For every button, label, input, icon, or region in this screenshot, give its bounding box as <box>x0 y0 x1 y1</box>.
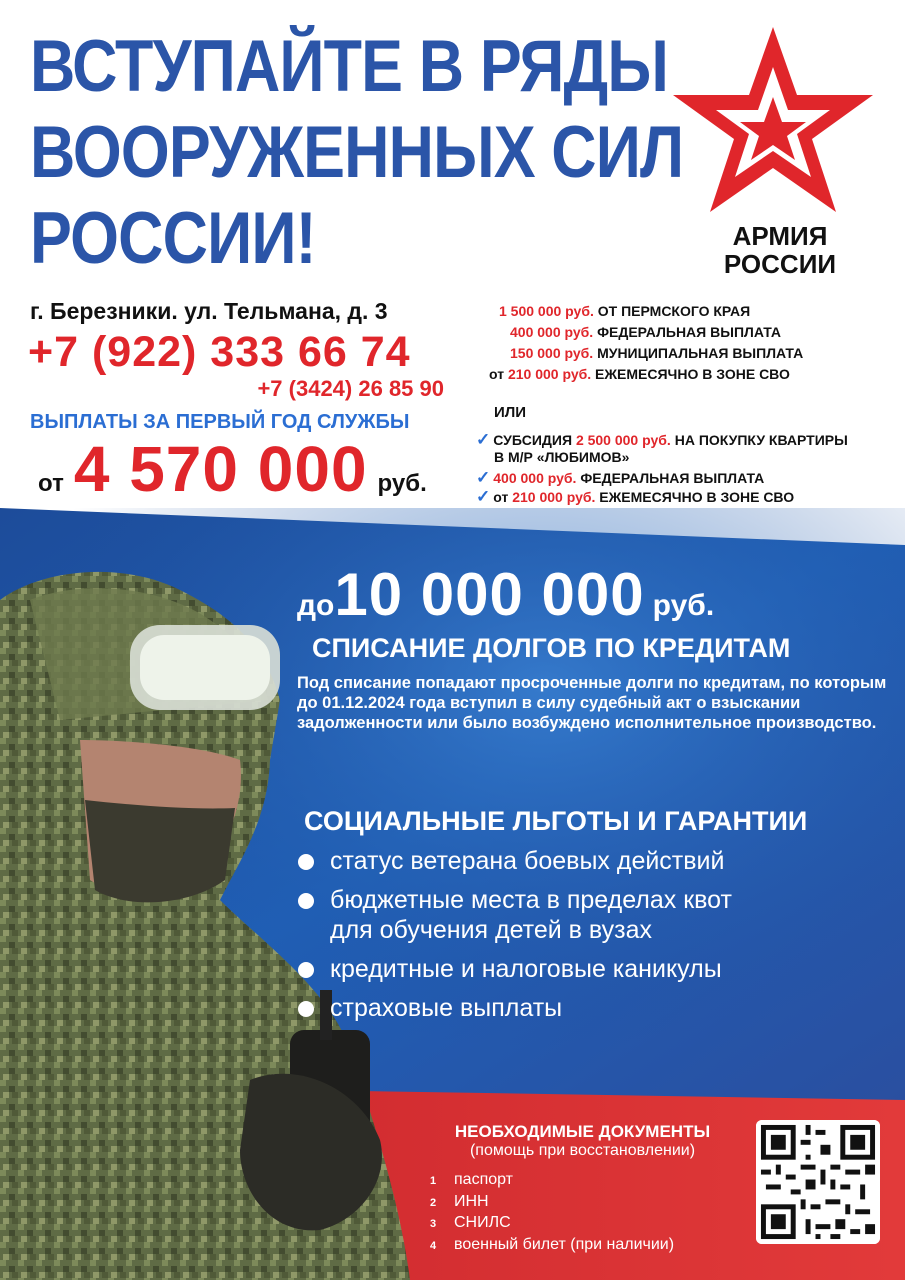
alt-payment-item-cont: В М/Р «ЛЮБИМОВ» <box>494 449 630 465</box>
or-label: ИЛИ <box>494 404 527 421</box>
alt-payment-text: ФЕДЕРАЛЬНАЯ ВЫПЛАТА <box>580 470 765 486</box>
alt-payment-text: ЕЖЕМЕСЯЧНО В ЗОНЕ СВО <box>599 489 795 505</box>
payment-amount: 150 000 руб. <box>510 345 594 361</box>
item-number: 3 <box>430 1218 437 1230</box>
phone-alt[interactable]: +7 (3424) 26 85 90 <box>257 376 444 401</box>
address: г. Березники. ул. Тельмана, д. 3 <box>30 298 388 324</box>
social-title: СОЦИАЛЬНЫЕ ЛЬГОТЫ И ГАРАНТИИ <box>304 806 808 836</box>
payment-item <box>489 366 790 382</box>
list-item <box>430 1192 674 1214</box>
list-item <box>298 954 732 984</box>
debt-amount <box>297 560 714 629</box>
payment-item <box>510 345 803 361</box>
alt-payment-pre: от <box>493 489 509 505</box>
phone-main[interactable]: +7 (922) 333 66 74 <box>28 328 411 376</box>
headline-line-1: ВСТУПАЙТЕ В РЯДЫ <box>30 26 669 107</box>
list-item-text-cont: для обучения детей в вузах <box>330 916 652 944</box>
alt-payment-item <box>476 487 794 507</box>
payment-text: ЕЖЕМЕСЯЧНО В ЗОНЕ СВО <box>595 366 790 382</box>
list-item <box>298 993 732 1023</box>
payment-item <box>499 303 750 319</box>
logo-text <box>700 222 860 278</box>
list-item <box>430 1170 674 1192</box>
debt-text: Под списание попадают просроченные долги по кредитам, по которым до 01.12.2024 года вступил в силу судебный акт о взыскании задолженности или было возбуждено исполнительное производство. <box>297 674 887 732</box>
documents-list <box>430 1170 674 1256</box>
list-item-text: кредитные и налоговые каникулы <box>330 955 722 983</box>
qr-code-icon[interactable] <box>756 1120 880 1244</box>
list-item <box>430 1213 674 1235</box>
payments-total <box>38 432 427 506</box>
debt-value: 10 000 000 <box>334 561 645 628</box>
payment-text: МУНИЦИПАЛЬНАЯ ВЫПЛАТА <box>597 345 804 361</box>
documents-title: НЕОБХОДИМЫЕ ДОКУМЕНТЫ <box>454 1122 711 1141</box>
bullet-icon <box>298 893 314 909</box>
bullet-icon <box>298 854 314 870</box>
check-icon: ✓ <box>476 487 491 506</box>
headline-line-2: ВООРУЖЕННЫХ СИЛ <box>30 112 684 193</box>
logo-text-line-2: РОССИИ <box>723 249 837 279</box>
item-text: ИНН <box>454 1192 489 1210</box>
debt-prefix: до <box>297 589 335 622</box>
alt-payment-text: НА ПОКУПКУ КВАРТИРЫ <box>674 432 848 448</box>
total-value: 4 570 000 <box>73 433 368 505</box>
social-list <box>298 846 732 1032</box>
check-icon: ✓ <box>476 430 491 449</box>
item-number: 1 <box>430 1175 437 1187</box>
list-item <box>298 885 732 945</box>
payment-amount: 400 000 руб. <box>510 324 594 340</box>
payment-item <box>510 324 781 340</box>
payment-text: ФЕДЕРАЛЬНАЯ ВЫПЛАТА <box>597 324 782 340</box>
documents-subtitle: (помощь при восстановлении) <box>469 1142 696 1159</box>
payment-prefix: от <box>489 366 505 382</box>
logo-text-line-1: АРМИЯ <box>732 221 828 251</box>
item-text: паспорт <box>454 1171 513 1188</box>
total-suffix: руб. <box>377 470 427 497</box>
alt-payment-pre: СУБСИДИЯ <box>493 432 573 448</box>
debt-title: СПИСАНИЕ ДОЛГОВ ПО КРЕДИТАМ <box>312 633 791 663</box>
alt-payment-item <box>476 468 764 488</box>
check-icon: ✓ <box>476 468 491 487</box>
payments-title: ВЫПЛАТЫ ЗА ПЕРВЫЙ ГОД СЛУЖБЫ <box>30 411 410 433</box>
item-text: военный билет (при наличии) <box>454 1235 675 1253</box>
payment-amount: 210 000 руб. <box>507 366 592 382</box>
payment-amount: 1 500 000 руб. <box>499 303 594 319</box>
list-item-text: статус ветерана боевых действий <box>330 847 725 875</box>
item-number: 4 <box>430 1239 437 1252</box>
alt-payment-amount: 400 000 руб. <box>493 470 577 486</box>
bullet-icon <box>298 1001 314 1017</box>
debt-suffix: руб. <box>652 589 715 622</box>
list-item-text: страховые выплаты <box>330 994 563 1022</box>
total-prefix: от <box>38 470 64 497</box>
bullet-icon <box>298 962 314 978</box>
list-item <box>298 846 732 876</box>
list-item-text: бюджетные места в пределах квот <box>330 886 732 914</box>
item-text: СНИЛС <box>454 1214 511 1231</box>
alt-payment-amount: 2 500 000 руб. <box>575 432 671 448</box>
item-number: 2 <box>430 1196 437 1209</box>
list-item <box>430 1235 674 1257</box>
headline-line-3: РОССИИ! <box>30 198 316 279</box>
payment-text: ОТ ПЕРМСКОГО КРАЯ <box>597 303 751 319</box>
headline <box>30 24 684 282</box>
alt-payment-item <box>476 430 848 450</box>
alt-payment-amount: 210 000 руб. <box>512 489 596 505</box>
